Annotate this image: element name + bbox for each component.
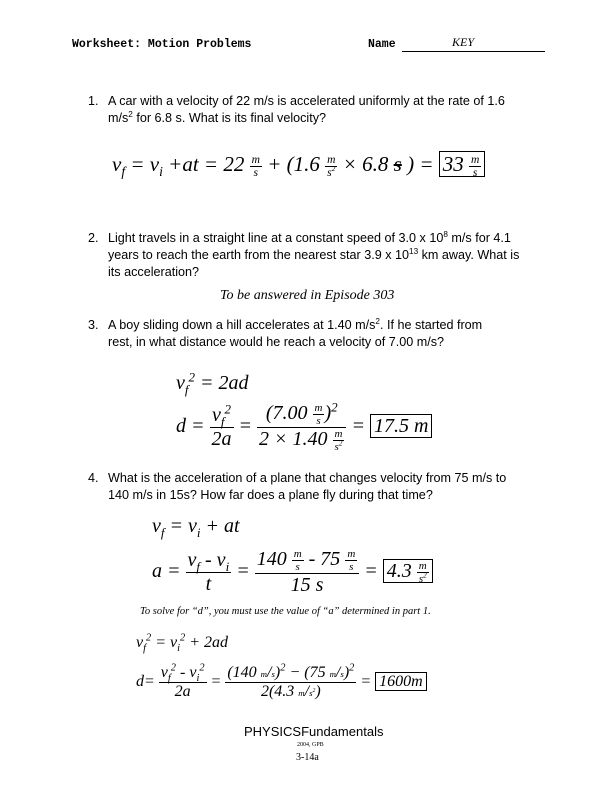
problem-4-equation-4: d= $\frac{v_f^2 - v_i^2}{2a}$ = $\frac{(140 m/s)^2 - (75 m/s)^2}{2(4.3 m/s^2)}$ = 1600m [136, 664, 427, 701]
problem-3-line-2: rest, in what distance would he reach a velocity of 7.00 m/s? [108, 335, 445, 349]
name-value: KEY [452, 35, 475, 49]
footer-page-number: 3-14a [296, 752, 319, 763]
problem-1-line-1: A car with a velocity of 22 m/s is accelerated uniformly at the rate of 1.6 [108, 94, 505, 108]
problem-4-text [88, 470, 558, 504]
problem-2-line-1: Light travels in a straight line at a constant speed of 3.0 x $10^8$ m/s for 4.1 [108, 229, 511, 245]
name-underline [402, 51, 545, 52]
problem-3-number: 3. [88, 318, 99, 332]
problem-4-equation-2: a = $\frac{v_f - v_i}{t}$ = 140 $\frac{m}{s}$ - 75 $\frac{m}{s}$ 15 s = 4.3 $\frac{m}{s^2}$ [152, 548, 433, 597]
problem-4-equation-1: $v_f = v_i$ + at [152, 515, 240, 540]
problem-3-equation-2: d = $\frac{v_f^2}{2a}$ = (7.00 $\frac{m}{s}$ )$^2$ 2 × 1.40 $\frac{m}{s^2}$ = 17.5 m [176, 402, 432, 453]
problem-4-line-1: What is the acceleration of a plane that changes velocity from 75 m/s to [108, 471, 507, 485]
problem-3-text [88, 317, 558, 351]
problem-3-answer-box: 17.5 m [370, 414, 432, 438]
problem-4-line-2: 140 m/s in 15s? How far does a plane fly during that time? [108, 488, 433, 502]
worksheet-title: Worksheet: Motion Problems [72, 38, 252, 51]
problem-3-equation-1: $v_f^2 = 2ad$ [176, 369, 249, 397]
problem-1-line-2: $m/s^2$ for 6.8 s. What is its final velocity? [108, 109, 327, 125]
problem-1-answer-box: 33 $\frac{m}{s}$ [439, 151, 486, 177]
problem-2-note: To be answered in Episode 303 [220, 288, 395, 303]
problem-4-note: To solve for “d”, you must use the value of “a” determined in part 1. [140, 606, 431, 617]
name-label: Name [368, 38, 396, 51]
problem-4-answer-d-box: 1600m [375, 672, 427, 691]
problem-2-text [88, 230, 558, 281]
footer-brand: PHYSICSFundamentals [244, 724, 384, 739]
problem-1-equation: $v_f = v_i +at = 22$ $\frac{m}{s}$ + (1.6 $\frac{m}{s^2}$ × 6.8 s ) = 33 $\frac{m}{s}$ [112, 152, 485, 179]
problem-2-line-2: years to reach the earth from the nearest star 3.9 x $10^{13}$ km away. What is [108, 246, 520, 262]
problem-2-number: 2. [88, 231, 99, 245]
problem-1-text [88, 93, 558, 127]
problem-4-equation-3: $v_f^2 = v_i^2 + 2ad$ [136, 632, 228, 655]
problem-4-number: 4. [88, 471, 99, 485]
problem-2-line-3: its acceleration? [108, 265, 200, 279]
problem-4-answer-a-box: 4.3 $\frac{m}{s^2}$ [383, 559, 433, 583]
problem-3-line-1: A boy sliding down a hill accelerates at 1.40 $m/s^2$. If he started from [108, 316, 483, 332]
footer-copyright: 2004, GPB [297, 742, 324, 748]
problem-1-number: 1. [88, 94, 99, 108]
